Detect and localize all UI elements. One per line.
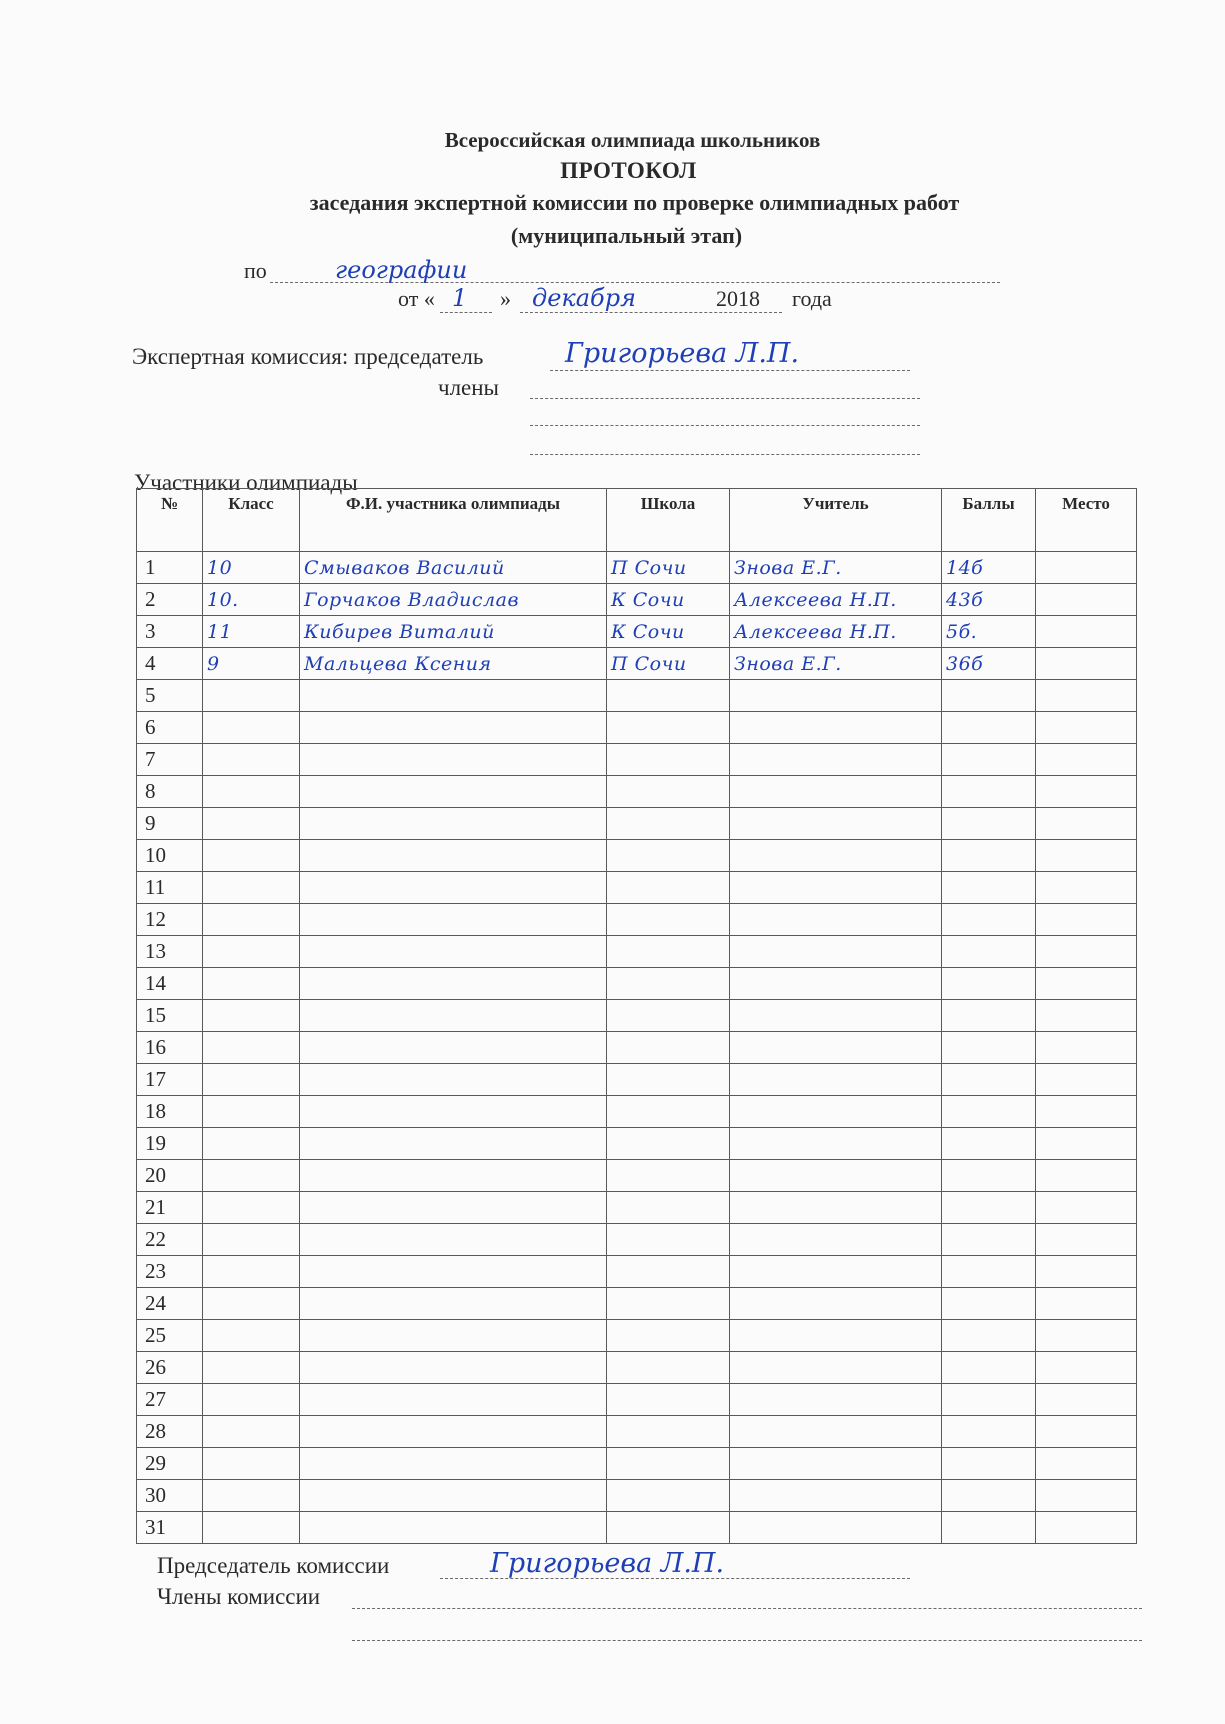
row-grade bbox=[203, 1160, 300, 1192]
row-grade bbox=[203, 712, 300, 744]
row-place bbox=[1036, 648, 1137, 680]
row-teacher bbox=[730, 1288, 942, 1320]
row-number: 2 bbox=[137, 584, 203, 616]
table-row bbox=[137, 808, 1137, 840]
row-grade bbox=[203, 1512, 300, 1544]
row-score bbox=[942, 1064, 1036, 1096]
row-place bbox=[1036, 1064, 1137, 1096]
col-teacher: Учитель bbox=[730, 489, 942, 552]
row-teacher bbox=[730, 744, 942, 776]
row-school bbox=[607, 776, 730, 808]
row-school bbox=[607, 1480, 730, 1512]
table-row bbox=[137, 1000, 1137, 1032]
row-score bbox=[942, 680, 1036, 712]
row-grade bbox=[203, 1224, 300, 1256]
row-name bbox=[300, 1416, 607, 1448]
row-place bbox=[1036, 712, 1137, 744]
row-number: 4 bbox=[137, 648, 203, 680]
row-school bbox=[607, 968, 730, 1000]
row-teacher: Алексеева Н.П. bbox=[730, 584, 942, 616]
row-teacher: Знова Е.Г. bbox=[730, 648, 942, 680]
row-grade: 11 bbox=[203, 616, 300, 648]
row-name bbox=[300, 680, 607, 712]
row-place bbox=[1036, 1128, 1137, 1160]
table-row bbox=[137, 648, 1137, 680]
row-teacher bbox=[730, 1448, 942, 1480]
row-number: 27 bbox=[137, 1384, 203, 1416]
row-grade bbox=[203, 776, 300, 808]
row-school bbox=[607, 1448, 730, 1480]
table-row bbox=[137, 1416, 1137, 1448]
row-teacher bbox=[730, 968, 942, 1000]
date-month: декабря bbox=[532, 284, 636, 312]
row-name bbox=[300, 712, 607, 744]
row-school bbox=[607, 1416, 730, 1448]
table-row bbox=[137, 776, 1137, 808]
row-number: 28 bbox=[137, 1416, 203, 1448]
row-teacher bbox=[730, 872, 942, 904]
row-grade bbox=[203, 1096, 300, 1128]
row-number: 6 bbox=[137, 712, 203, 744]
row-number: 17 bbox=[137, 1064, 203, 1096]
row-school bbox=[607, 1192, 730, 1224]
row-school bbox=[607, 712, 730, 744]
footer-members-line-2 bbox=[352, 1640, 1142, 1641]
row-place bbox=[1036, 1320, 1137, 1352]
row-school bbox=[607, 872, 730, 904]
table-row bbox=[137, 840, 1137, 872]
row-score bbox=[942, 1384, 1036, 1416]
row-school bbox=[607, 1064, 730, 1096]
table-row bbox=[137, 1192, 1137, 1224]
row-score bbox=[942, 904, 1036, 936]
row-teacher: Алексеева Н.П. bbox=[730, 616, 942, 648]
row-score bbox=[942, 1416, 1036, 1448]
col-name: Ф.И. участника олимпиады bbox=[300, 489, 607, 552]
table-row bbox=[137, 1096, 1137, 1128]
row-score bbox=[942, 1256, 1036, 1288]
row-place bbox=[1036, 552, 1137, 584]
row-teacher bbox=[730, 1416, 942, 1448]
table-row bbox=[137, 552, 1137, 584]
row-grade bbox=[203, 1480, 300, 1512]
table-row bbox=[137, 1064, 1137, 1096]
table-row bbox=[137, 744, 1137, 776]
row-score bbox=[942, 1000, 1036, 1032]
row-grade bbox=[203, 968, 300, 1000]
table-row bbox=[137, 968, 1137, 1000]
stage-label: (муниципальный этап) bbox=[510, 223, 743, 248]
row-score bbox=[942, 968, 1036, 1000]
row-place bbox=[1036, 968, 1137, 1000]
row-place bbox=[1036, 1512, 1137, 1544]
row-teacher bbox=[730, 680, 942, 712]
table-row bbox=[137, 712, 1137, 744]
row-score bbox=[942, 1096, 1036, 1128]
row-number: 26 bbox=[137, 1352, 203, 1384]
subject-label: по bbox=[244, 258, 267, 283]
row-school: П Сочи bbox=[607, 648, 730, 680]
row-teacher bbox=[730, 808, 942, 840]
commission-chair-value: Григорьева Л.П. bbox=[565, 338, 800, 369]
table-row bbox=[137, 680, 1137, 712]
row-school bbox=[607, 744, 730, 776]
row-teacher bbox=[730, 1128, 942, 1160]
row-place bbox=[1036, 904, 1137, 936]
row-number: 11 bbox=[137, 872, 203, 904]
row-school bbox=[607, 680, 730, 712]
row-name bbox=[300, 808, 607, 840]
row-grade bbox=[203, 1032, 300, 1064]
row-teacher bbox=[730, 1192, 942, 1224]
row-score bbox=[942, 744, 1036, 776]
table-row bbox=[137, 1512, 1137, 1544]
table-row bbox=[137, 1320, 1137, 1352]
row-number: 23 bbox=[137, 1256, 203, 1288]
date-month-underline bbox=[520, 312, 782, 313]
col-score: Баллы bbox=[942, 489, 1036, 552]
row-school bbox=[607, 1224, 730, 1256]
table-row bbox=[137, 1288, 1137, 1320]
row-number: 15 bbox=[137, 1000, 203, 1032]
footer-chair-label: Председатель комиссии bbox=[157, 1553, 390, 1578]
row-school: К Сочи bbox=[607, 616, 730, 648]
row-grade bbox=[203, 904, 300, 936]
row-grade bbox=[203, 1448, 300, 1480]
row-number: 5 bbox=[137, 680, 203, 712]
row-name bbox=[300, 936, 607, 968]
date-mid: » bbox=[500, 286, 511, 311]
row-place bbox=[1036, 1032, 1137, 1064]
col-grade: Класс bbox=[203, 489, 300, 552]
row-place bbox=[1036, 1096, 1137, 1128]
row-name bbox=[300, 1384, 607, 1416]
col-number: № bbox=[137, 489, 203, 552]
row-name bbox=[300, 1480, 607, 1512]
row-score bbox=[942, 776, 1036, 808]
row-teacher: Знова Е.Г. bbox=[730, 552, 942, 584]
row-number: 31 bbox=[137, 1512, 203, 1544]
commission-members-label: члены bbox=[438, 375, 500, 400]
row-grade: 9 bbox=[203, 648, 300, 680]
row-name bbox=[300, 1224, 607, 1256]
row-name: Горчаков Владислав bbox=[300, 584, 607, 616]
row-name bbox=[300, 1096, 607, 1128]
row-grade: 10. bbox=[203, 584, 300, 616]
table-row bbox=[137, 1448, 1137, 1480]
row-name: Смываков Василий bbox=[300, 552, 607, 584]
row-score bbox=[942, 1352, 1036, 1384]
row-place bbox=[1036, 1256, 1137, 1288]
commission-chair-underline bbox=[550, 370, 910, 371]
row-grade bbox=[203, 1384, 300, 1416]
row-score bbox=[942, 1128, 1036, 1160]
row-school bbox=[607, 936, 730, 968]
row-number: 14 bbox=[137, 968, 203, 1000]
row-name bbox=[300, 968, 607, 1000]
row-school bbox=[607, 840, 730, 872]
row-name: Мальцева Ксения bbox=[300, 648, 607, 680]
row-place bbox=[1036, 840, 1137, 872]
row-number: 21 bbox=[137, 1192, 203, 1224]
row-score bbox=[942, 1480, 1036, 1512]
row-score: 5б. bbox=[942, 616, 1036, 648]
row-name bbox=[300, 744, 607, 776]
row-number: 20 bbox=[137, 1160, 203, 1192]
table-row bbox=[137, 1160, 1137, 1192]
row-name bbox=[300, 1256, 607, 1288]
row-score bbox=[942, 1160, 1036, 1192]
row-number: 30 bbox=[137, 1480, 203, 1512]
row-name bbox=[300, 1192, 607, 1224]
date-prefix: от « bbox=[398, 286, 435, 311]
row-place bbox=[1036, 1160, 1137, 1192]
row-school: К Сочи bbox=[607, 584, 730, 616]
row-teacher bbox=[730, 776, 942, 808]
row-teacher bbox=[730, 1224, 942, 1256]
row-teacher bbox=[730, 840, 942, 872]
row-number: 29 bbox=[137, 1448, 203, 1480]
row-name bbox=[300, 1128, 607, 1160]
row-school bbox=[607, 1160, 730, 1192]
row-teacher bbox=[730, 1352, 942, 1384]
row-place bbox=[1036, 776, 1137, 808]
row-number: 18 bbox=[137, 1096, 203, 1128]
table-row bbox=[137, 1128, 1137, 1160]
table-row bbox=[137, 1256, 1137, 1288]
row-number: 22 bbox=[137, 1224, 203, 1256]
participants-label: Участники олимпиады bbox=[134, 470, 358, 495]
row-teacher bbox=[730, 1384, 942, 1416]
row-place bbox=[1036, 1448, 1137, 1480]
table-row bbox=[137, 1352, 1137, 1384]
members-line-1 bbox=[530, 398, 920, 399]
row-grade bbox=[203, 1288, 300, 1320]
row-school: П Сочи bbox=[607, 552, 730, 584]
date-day: 1 bbox=[452, 284, 468, 312]
row-teacher bbox=[730, 1064, 942, 1096]
table-row bbox=[137, 1032, 1137, 1064]
row-grade bbox=[203, 1192, 300, 1224]
row-name bbox=[300, 1352, 607, 1384]
footer-members-label: Члены комиссии bbox=[157, 1584, 321, 1609]
row-number: 24 bbox=[137, 1288, 203, 1320]
table-row bbox=[137, 904, 1137, 936]
row-number: 7 bbox=[137, 744, 203, 776]
row-name bbox=[300, 872, 607, 904]
row-name bbox=[300, 1288, 607, 1320]
footer-members-line-1 bbox=[352, 1608, 1142, 1609]
row-grade bbox=[203, 1256, 300, 1288]
participants-table bbox=[136, 488, 1137, 1544]
olympiad-title: Всероссийская олимпиада школьников bbox=[444, 128, 821, 152]
row-teacher bbox=[730, 1096, 942, 1128]
row-grade bbox=[203, 1320, 300, 1352]
row-score bbox=[942, 872, 1036, 904]
row-number: 25 bbox=[137, 1320, 203, 1352]
row-school bbox=[607, 1256, 730, 1288]
subject-value: географии bbox=[335, 256, 468, 284]
row-number: 16 bbox=[137, 1032, 203, 1064]
table-row bbox=[137, 616, 1137, 648]
row-teacher bbox=[730, 1320, 942, 1352]
row-school bbox=[607, 1320, 730, 1352]
row-place bbox=[1036, 872, 1137, 904]
row-score bbox=[942, 1224, 1036, 1256]
row-school bbox=[607, 1128, 730, 1160]
row-number: 13 bbox=[137, 936, 203, 968]
row-name: Кибирев Виталий bbox=[300, 616, 607, 648]
row-grade bbox=[203, 1000, 300, 1032]
row-score bbox=[942, 1512, 1036, 1544]
row-grade bbox=[203, 744, 300, 776]
row-name bbox=[300, 1512, 607, 1544]
row-place bbox=[1036, 1416, 1137, 1448]
row-school bbox=[607, 1032, 730, 1064]
row-score bbox=[942, 1288, 1036, 1320]
row-score bbox=[942, 840, 1036, 872]
row-number: 1 bbox=[137, 552, 203, 584]
row-grade bbox=[203, 1128, 300, 1160]
row-place bbox=[1036, 1384, 1137, 1416]
row-place bbox=[1036, 808, 1137, 840]
row-place bbox=[1036, 1224, 1137, 1256]
members-line-3 bbox=[530, 454, 920, 455]
table-header-row bbox=[137, 489, 1137, 552]
row-teacher bbox=[730, 1256, 942, 1288]
row-number: 9 bbox=[137, 808, 203, 840]
row-grade bbox=[203, 1416, 300, 1448]
row-place bbox=[1036, 616, 1137, 648]
row-school bbox=[607, 808, 730, 840]
row-school bbox=[607, 904, 730, 936]
row-grade bbox=[203, 680, 300, 712]
row-name bbox=[300, 1064, 607, 1096]
row-name bbox=[300, 776, 607, 808]
row-name bbox=[300, 1000, 607, 1032]
row-grade bbox=[203, 1352, 300, 1384]
row-place bbox=[1036, 936, 1137, 968]
date-day-underline bbox=[440, 312, 492, 313]
table-row bbox=[137, 936, 1137, 968]
row-teacher bbox=[730, 712, 942, 744]
row-place bbox=[1036, 584, 1137, 616]
col-school: Школа bbox=[607, 489, 730, 552]
row-number: 10 bbox=[137, 840, 203, 872]
row-name bbox=[300, 1160, 607, 1192]
row-teacher bbox=[730, 1032, 942, 1064]
row-grade: 10 bbox=[203, 552, 300, 584]
row-place bbox=[1036, 1288, 1137, 1320]
row-score bbox=[942, 936, 1036, 968]
row-number: 19 bbox=[137, 1128, 203, 1160]
row-score bbox=[942, 808, 1036, 840]
row-number: 3 bbox=[137, 616, 203, 648]
row-score bbox=[942, 1320, 1036, 1352]
col-place: Место bbox=[1036, 489, 1137, 552]
table-row bbox=[137, 1480, 1137, 1512]
table-row bbox=[137, 1384, 1137, 1416]
row-score: 36б bbox=[942, 648, 1036, 680]
row-school bbox=[607, 1512, 730, 1544]
row-score bbox=[942, 1032, 1036, 1064]
table-row bbox=[137, 1224, 1137, 1256]
row-name bbox=[300, 840, 607, 872]
row-score: 43б bbox=[942, 584, 1036, 616]
row-teacher bbox=[730, 1512, 942, 1544]
table-row bbox=[137, 584, 1137, 616]
row-name bbox=[300, 904, 607, 936]
row-number: 8 bbox=[137, 776, 203, 808]
row-school bbox=[607, 1384, 730, 1416]
row-score: 14б bbox=[942, 552, 1036, 584]
row-grade bbox=[203, 1064, 300, 1096]
row-name bbox=[300, 1032, 607, 1064]
protocol-title: ПРОТОКОЛ bbox=[560, 158, 697, 183]
row-number: 12 bbox=[137, 904, 203, 936]
row-name bbox=[300, 1320, 607, 1352]
participants-body bbox=[137, 552, 1137, 1544]
row-name bbox=[300, 1448, 607, 1480]
row-score bbox=[942, 1192, 1036, 1224]
row-teacher bbox=[730, 936, 942, 968]
members-line-2 bbox=[530, 425, 920, 426]
row-teacher bbox=[730, 1160, 942, 1192]
row-grade bbox=[203, 872, 300, 904]
row-school bbox=[607, 1000, 730, 1032]
row-teacher bbox=[730, 1480, 942, 1512]
row-score bbox=[942, 712, 1036, 744]
row-score bbox=[942, 1448, 1036, 1480]
row-place bbox=[1036, 1000, 1137, 1032]
row-place bbox=[1036, 744, 1137, 776]
row-grade bbox=[203, 840, 300, 872]
row-place bbox=[1036, 1352, 1137, 1384]
row-place bbox=[1036, 1480, 1137, 1512]
row-school bbox=[607, 1096, 730, 1128]
row-place bbox=[1036, 1192, 1137, 1224]
footer-chair-value: Григорьева Л.П. bbox=[490, 1548, 725, 1579]
row-school bbox=[607, 1288, 730, 1320]
protocol-subtitle: заседания экспертной комиссии по проверке олимпиадных работ bbox=[309, 190, 960, 215]
date-suffix: года bbox=[792, 286, 832, 311]
row-teacher bbox=[730, 1000, 942, 1032]
row-school bbox=[607, 1352, 730, 1384]
row-place bbox=[1036, 680, 1137, 712]
row-grade bbox=[203, 808, 300, 840]
row-teacher bbox=[730, 904, 942, 936]
table-row bbox=[137, 872, 1137, 904]
row-grade bbox=[203, 936, 300, 968]
commission-chair-label: Экспертная комиссия: председатель bbox=[132, 344, 484, 369]
date-year: 2018 bbox=[716, 286, 760, 311]
